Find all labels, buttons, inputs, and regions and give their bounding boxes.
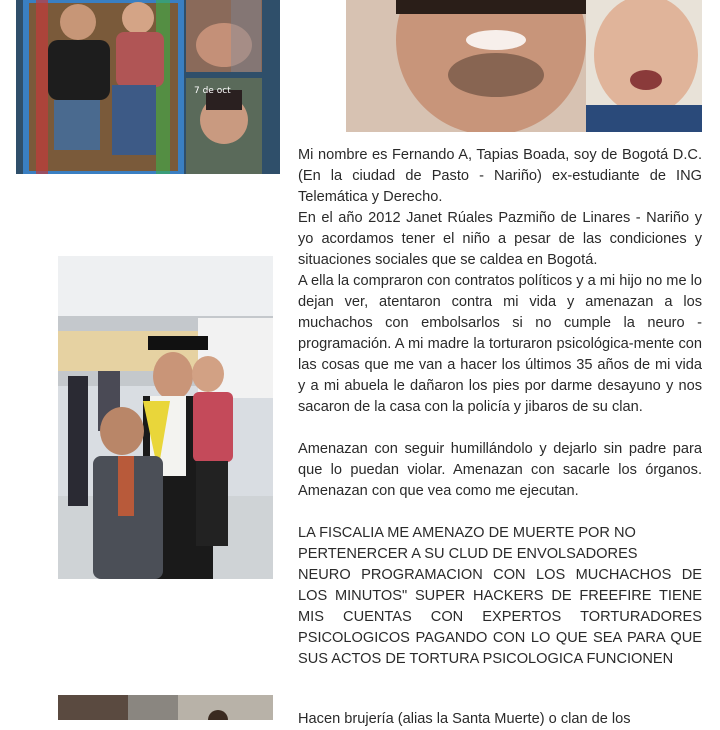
- paragraph-gap: [298, 418, 702, 439]
- story-text: [298, 145, 702, 670]
- graduation-photo-graphic: [58, 256, 273, 579]
- paragraph-intro: Mi nombre es Fernando A, Tapias Boada, soy de Bogotá D.C. (En la ciudad de Pasto - Nariño) ex-estudiante de ING Telemática y Derecho.: [298, 147, 702, 205]
- collage-date-label: 7 de oct: [194, 86, 231, 96]
- collage-photo: [16, 0, 280, 174]
- paragraph-threats: A ella la compraron con contratos políticos y a mi hijo no me lo dejan ver, atentaron contra mi vida y amenazan a los muchachos con embolsarlos si no cumple la neuro - programación. A mi madre la torturaron psicológica-mente con las cosas que me van a hacer los últimos 35 años de mi vida y a mi abuela le dañaron los pies por darme desayuno y nos sacaron de la casa con la policía y jibaros de su clan.: [298, 273, 702, 415]
- paragraph-agreement: En el año 2012 Janet Rúales Pazmiño de Linares - Nariño y yo acordamos tener el niño a pesar de las condiciones y situaciones sociales que se caldea en Bogotá.: [298, 210, 702, 268]
- paragraph-neuro: NEURO PROGRAMACION CON LOS MUCHACHOS DE LOS MINUTOS" SUPER HACKERS DE FREEFIRE TIENE MIS CUENTAS CON EXPERTOS TORTURADORES PSICOLOGICOS PAGANDO CON LO QUE SEA PARA QUE SUS ACTOS DE TORTURA PSICOLOGICA FUNCIONEN: [298, 567, 702, 667]
- bottom-photo-graphic: [58, 695, 273, 720]
- bottom-photo: [58, 695, 273, 720]
- paragraph-gap: [298, 502, 702, 523]
- paragraph-fiscalia: LA FISCALIA ME AMENAZO DE MUERTE POR NO PERTENERCER A SU CLUD DE ENVOLSADORES: [298, 525, 638, 562]
- paragraph-brujeria: Hacen brujería (alias la Santa Muerte) o clan de los: [298, 711, 631, 727]
- selfie-photo-graphic: [346, 0, 702, 132]
- paragraph-humiliation: Amenazan con seguir humillándolo y dejarlo sin padre para que lo puedan violar. Amenazan con sacarle los órganos. Amenazan con que vea como me ejecutan.: [298, 441, 702, 499]
- collage-photo-graphic: [16, 0, 280, 174]
- graduation-photo: [58, 256, 273, 579]
- selfie-photo: [346, 0, 702, 132]
